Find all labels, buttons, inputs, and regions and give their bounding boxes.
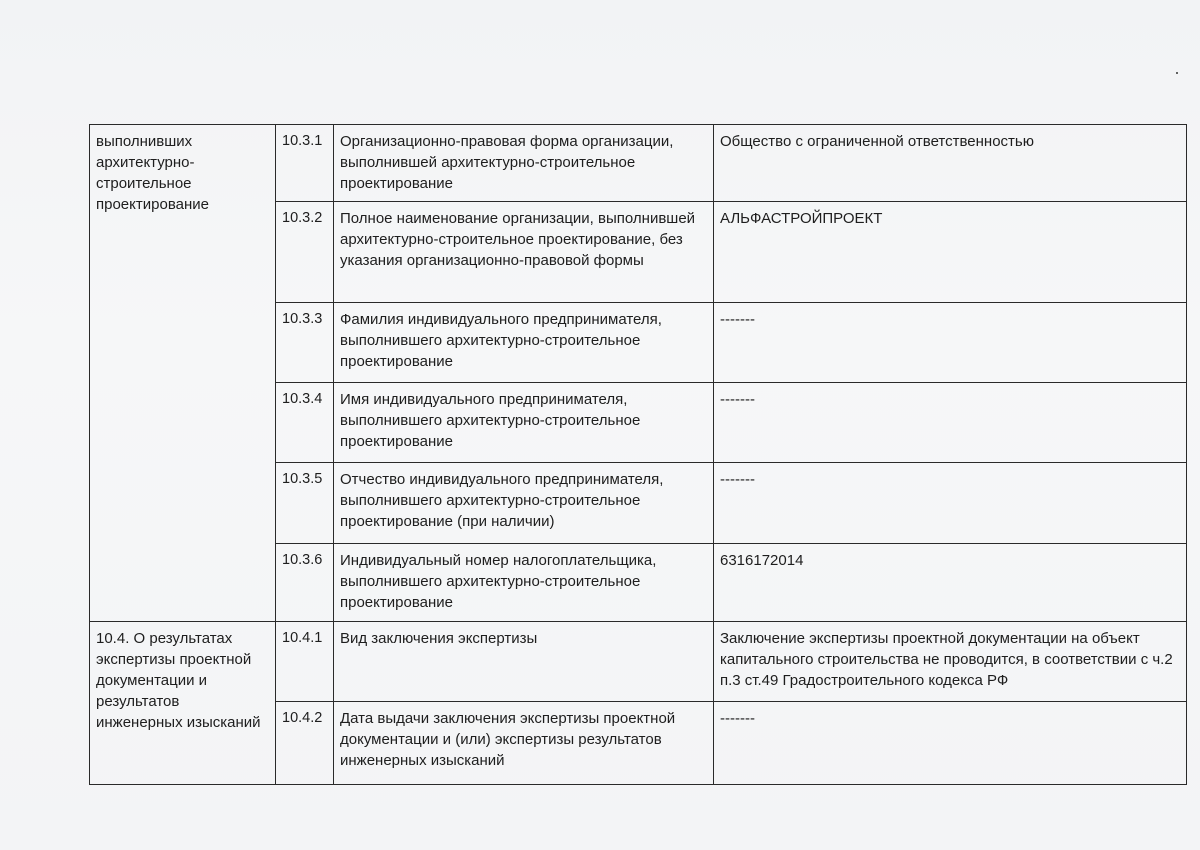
- item-value: Заключение экспертизы проектной документации на объект капитального строительства не проводится, в соответствии с ч.2 п.3 ст.49 Градостроительного кодекса РФ: [714, 622, 1187, 702]
- item-label: Фамилия индивидуального предпринимателя, выполнившего архитектурно-строительное проектирование: [334, 303, 714, 383]
- scan-speck: [1176, 72, 1178, 74]
- item-label: Дата выдачи заключения экспертизы проектной документации и (или) экспертизы результатов инженерных изысканий: [334, 702, 714, 785]
- declaration-table: [89, 124, 1187, 785]
- item-value: -------: [714, 702, 1187, 785]
- item-label: Вид заключения экспертизы: [334, 622, 714, 702]
- section-cell-expertise: 10.4. О результатах экспертизы проектной документации и результатов инженерных изысканий: [90, 622, 276, 785]
- item-number: 10.3.5: [276, 463, 334, 544]
- item-value: 6316172014: [714, 544, 1187, 622]
- item-value: -------: [714, 383, 1187, 463]
- item-value: -------: [714, 303, 1187, 383]
- item-value: АЛЬФАСТРОЙПРОЕКТ: [714, 202, 1187, 303]
- item-label: Отчество индивидуального предпринимателя, выполнившего архитектурно-строительное проектирование (при наличии): [334, 463, 714, 544]
- item-value: -------: [714, 463, 1187, 544]
- table-row: [90, 125, 1187, 202]
- item-number: 10.3.3: [276, 303, 334, 383]
- item-number: 10.3.6: [276, 544, 334, 622]
- item-label: Полное наименование организации, выполнившей архитектурно-строительное проектирование, без указания организационно-правовой формы: [334, 202, 714, 303]
- item-number: 10.3.1: [276, 125, 334, 202]
- item-number: 10.3.4: [276, 383, 334, 463]
- item-value: Общество с ограниченной ответственностью: [714, 125, 1187, 202]
- table-row: [90, 622, 1187, 702]
- item-number: 10.4.2: [276, 702, 334, 785]
- item-number: 10.3.2: [276, 202, 334, 303]
- section-cell-designers: выполнивших архитектурно-строительное проектирование: [90, 125, 276, 622]
- item-label: Имя индивидуального предпринимателя, выполнившего архитектурно-строительное проектирование: [334, 383, 714, 463]
- item-label: Индивидуальный номер налогоплательщика, выполнившего архитектурно-строительное проектирование: [334, 544, 714, 622]
- item-label: Организационно-правовая форма организации, выполнившей архитектурно-строительное проектирование: [334, 125, 714, 202]
- item-number: 10.4.1: [276, 622, 334, 702]
